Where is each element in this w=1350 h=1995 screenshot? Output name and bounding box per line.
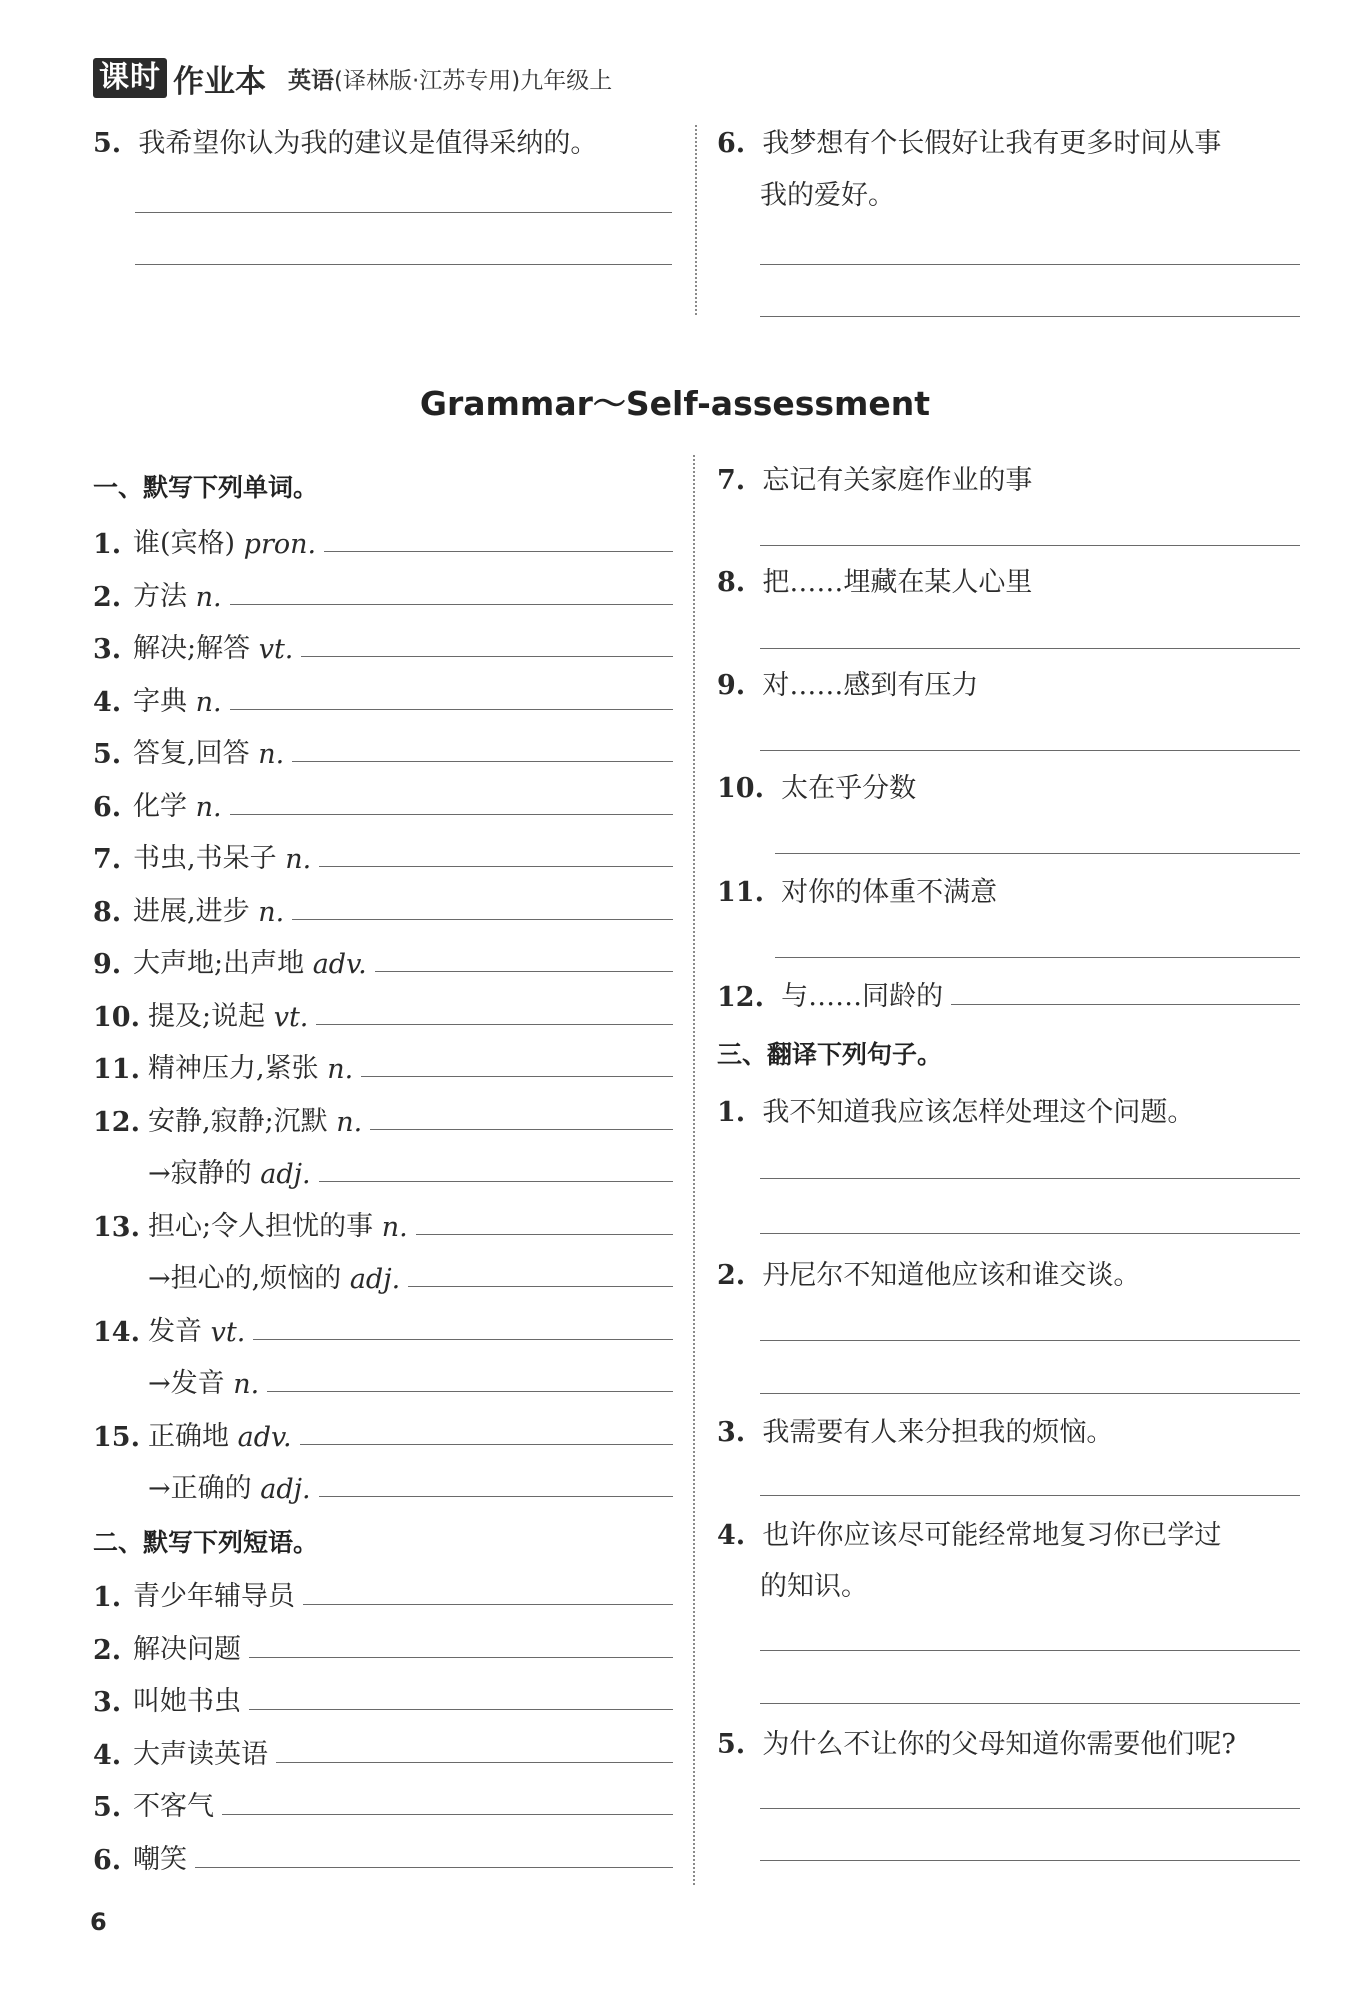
answer-line bbox=[230, 709, 673, 710]
part2-heading: 二、默写下列短语。 bbox=[93, 1528, 319, 1557]
answer-line bbox=[760, 1233, 1300, 1234]
list-item: 3. 叫她书虫 bbox=[93, 1678, 673, 1718]
answer-line bbox=[230, 814, 673, 815]
answer-line bbox=[760, 648, 1300, 649]
list-item: 12. 安静,寂静;沉默 n. bbox=[93, 1098, 673, 1138]
logo-text: 作业本 bbox=[173, 63, 266, 100]
list-item: 8. 进展,进步 n. bbox=[93, 888, 673, 928]
list-item: 3. 解决;解答 vt. bbox=[93, 625, 673, 665]
top-question-6-cont: 我的爱好。 bbox=[760, 180, 895, 211]
list-item: 1. 青少年辅导员 bbox=[93, 1573, 673, 1613]
answer-line bbox=[267, 1391, 673, 1392]
sentence-item: 3. 我需要有人来分担我的烦恼。 bbox=[717, 1417, 1114, 1448]
sentence-item: 2. 丹尼尔不知道他应该和谁交谈。 bbox=[717, 1260, 1141, 1291]
answer-line bbox=[249, 1709, 673, 1710]
list-item: 11. 精神压力,紧张 n. bbox=[93, 1045, 673, 1085]
list-item: 5. 不客气 bbox=[93, 1783, 673, 1823]
top-question-5: 5. 我希望你认为我的建议是值得采纳的。 bbox=[93, 128, 598, 159]
list-item: 7. 书虫,书呆子 n. bbox=[93, 835, 673, 875]
answer-line bbox=[316, 1024, 673, 1025]
answer-line bbox=[276, 1762, 673, 1763]
answer-line bbox=[361, 1076, 673, 1077]
sentence-item: 4. 也许你应该尽可能经常地复习你已学过 bbox=[717, 1520, 1222, 1551]
answer-line bbox=[300, 1444, 673, 1445]
list-item: 4. 字典 n. bbox=[93, 678, 673, 718]
phrase-item: 12. 与……同龄的 bbox=[717, 973, 1300, 1013]
list-item: 13. 担心;令人担忧的事 n. bbox=[93, 1203, 673, 1243]
phrase-item: 11. 对你的体重不满意 bbox=[717, 877, 998, 908]
answer-line bbox=[775, 853, 1300, 854]
answer-line bbox=[319, 1181, 673, 1182]
list-item: 10. 提及;说起 vt. bbox=[93, 993, 673, 1033]
list-item: 4. 大声读英语 bbox=[93, 1731, 673, 1771]
list-item: →正确的 adj. bbox=[93, 1465, 673, 1505]
answer-line bbox=[760, 1808, 1300, 1809]
phrase-item: 8. 把……埋藏在某人心里 bbox=[717, 567, 1033, 598]
phrase-item: 10. 太在乎分数 bbox=[717, 773, 917, 804]
answer-line bbox=[319, 866, 673, 867]
logo-badge: 课时 bbox=[93, 58, 167, 98]
part1-heading: 一、默写下列单词。 bbox=[93, 473, 319, 502]
list-item: 9. 大声地;出声地 adv. bbox=[93, 940, 673, 980]
answer-line bbox=[249, 1657, 673, 1658]
list-item: 6. 化学 n. bbox=[93, 783, 673, 823]
answer-line bbox=[370, 1129, 673, 1130]
list-item: 6. 嘲笑 bbox=[93, 1836, 673, 1876]
answer-line bbox=[324, 551, 673, 552]
book-subtitle: 英语(译林版·江苏专用)九年级上 bbox=[288, 67, 613, 94]
answer-line bbox=[760, 1860, 1300, 1861]
list-item: →担心的,烦恼的 adj. bbox=[93, 1255, 673, 1295]
answer-line bbox=[760, 1703, 1300, 1704]
page-header bbox=[93, 58, 612, 98]
answer-line bbox=[760, 1340, 1300, 1341]
sentence-item-cont: 的知识。 bbox=[760, 1571, 868, 1602]
top-question-6: 6. 我梦想有个长假好让我有更多时间从事 bbox=[717, 128, 1222, 159]
answer-line bbox=[951, 1004, 1300, 1005]
answer-line bbox=[319, 1496, 673, 1497]
answer-line bbox=[760, 1495, 1300, 1496]
answer-line bbox=[760, 545, 1300, 546]
phrase-item: 9. 对……感到有压力 bbox=[717, 670, 979, 701]
list-item: 2. 方法 n. bbox=[93, 573, 673, 613]
column-divider bbox=[695, 125, 697, 315]
list-item: 2. 解决问题 bbox=[93, 1626, 673, 1666]
answer-line bbox=[292, 919, 673, 920]
answer-line bbox=[253, 1339, 673, 1340]
answer-line bbox=[292, 761, 673, 762]
answer-line bbox=[135, 212, 672, 213]
part3-heading: 三、翻译下列句子。 bbox=[717, 1040, 943, 1069]
answer-line bbox=[775, 957, 1300, 958]
answer-line bbox=[760, 316, 1300, 317]
answer-line bbox=[135, 264, 672, 265]
page-number: 6 bbox=[90, 1908, 107, 1936]
answer-line bbox=[408, 1286, 673, 1287]
phrase-item: 7. 忘记有关家庭作业的事 bbox=[717, 465, 1033, 496]
answer-line bbox=[760, 1393, 1300, 1394]
list-item: →发音 n. bbox=[93, 1360, 673, 1400]
section-title: Grammar～Self-assessment bbox=[419, 384, 931, 423]
answer-line bbox=[222, 1814, 673, 1815]
list-item: 5. 答复,回答 n. bbox=[93, 730, 673, 770]
answer-line bbox=[230, 604, 673, 605]
answer-line bbox=[760, 750, 1300, 751]
answer-line bbox=[760, 264, 1300, 265]
answer-line bbox=[375, 971, 673, 972]
answer-line bbox=[760, 1178, 1300, 1179]
answer-line bbox=[760, 1650, 1300, 1651]
list-item: 1. 谁(宾格) pron. bbox=[93, 520, 673, 560]
column-divider bbox=[693, 455, 695, 1885]
answer-line bbox=[303, 1604, 673, 1605]
sentence-item: 1. 我不知道我应该怎样处理这个问题。 bbox=[717, 1097, 1195, 1128]
answer-line bbox=[195, 1867, 673, 1868]
list-item: 15. 正确地 adv. bbox=[93, 1413, 673, 1453]
answer-line bbox=[416, 1234, 673, 1235]
sentence-item: 5. 为什么不让你的父母知道你需要他们呢? bbox=[717, 1729, 1236, 1760]
list-item: 14. 发音 vt. bbox=[93, 1308, 673, 1348]
answer-line bbox=[301, 656, 673, 657]
list-item: →寂静的 adj. bbox=[93, 1150, 673, 1190]
